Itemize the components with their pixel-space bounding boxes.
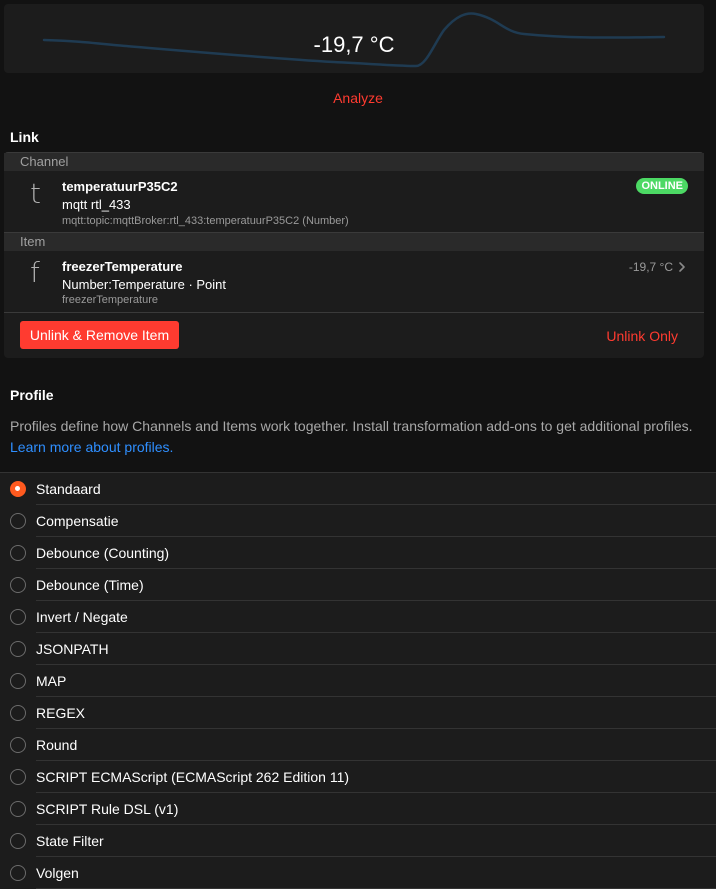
- unlink-remove-item-button[interactable]: Unlink & Remove Item: [20, 321, 179, 349]
- profile-option-label: Compensatie: [36, 513, 119, 529]
- profile-option-label: Invert / Negate: [36, 609, 128, 625]
- item-foot: freezerTemperature: [62, 294, 158, 306]
- profile-option-label: JSONPATH: [36, 641, 109, 657]
- profile-option[interactable]: [0, 569, 716, 601]
- divider: [4, 312, 704, 313]
- channel-letter-icon: t: [30, 177, 41, 210]
- trend-card[interactable]: [4, 4, 704, 73]
- profile-option[interactable]: [0, 729, 716, 761]
- profile-option-label: SCRIPT ECMAScript (ECMAScript 262 Edition 11): [36, 769, 350, 785]
- radio-unchecked-icon[interactable]: [10, 769, 26, 785]
- profile-description: [10, 416, 710, 458]
- profile-option-label: Debounce (Counting): [36, 545, 170, 561]
- profile-option[interactable]: [0, 601, 716, 633]
- profile-option[interactable]: [0, 633, 716, 665]
- profile-option[interactable]: [0, 473, 716, 505]
- item-row[interactable]: [4, 251, 704, 311]
- profile-option[interactable]: [0, 665, 716, 697]
- profile-option-label: Debounce (Time): [36, 577, 144, 593]
- channel-row[interactable]: [4, 171, 704, 231]
- profile-option[interactable]: [0, 505, 716, 537]
- unlink-only-button[interactable]: Unlink Only: [606, 328, 678, 344]
- profile-option-label: Round: [36, 737, 78, 753]
- item-group-header: Item: [4, 233, 704, 251]
- radio-unchecked-icon[interactable]: [10, 705, 26, 721]
- radio-unchecked-icon[interactable]: [10, 609, 26, 625]
- profile-option-label: State Filter: [36, 833, 104, 849]
- profile-option[interactable]: [0, 825, 716, 857]
- profile-option-label: Standaard: [36, 481, 101, 497]
- profile-option[interactable]: [0, 697, 716, 729]
- learn-more-link[interactable]: Learn more about profiles.: [10, 439, 174, 455]
- chevron-right-icon: [676, 261, 688, 273]
- radio-unchecked-icon[interactable]: [10, 577, 26, 593]
- profile-option[interactable]: [0, 793, 716, 825]
- channel-uid: mqtt:topic:mqttBroker:rtl_433:temperatuurP35C2 (Number): [62, 215, 349, 227]
- channel-thing: mqtt rtl_433: [62, 197, 131, 212]
- radio-unchecked-icon[interactable]: [10, 673, 26, 689]
- radio-unchecked-icon[interactable]: [10, 513, 26, 529]
- item-letter-icon: f: [30, 256, 40, 289]
- radio-unchecked-icon[interactable]: [10, 737, 26, 753]
- status-badge: ONLINE: [636, 178, 688, 194]
- radio-checked-icon[interactable]: [10, 481, 26, 497]
- radio-unchecked-icon[interactable]: [10, 641, 26, 657]
- item-state: -19,7 °C: [628, 260, 673, 274]
- profile-option-label: SCRIPT Rule DSL (v1): [36, 801, 179, 817]
- profile-list: [0, 472, 716, 889]
- profile-option-label: REGEX: [36, 705, 86, 721]
- link-card: [4, 152, 704, 358]
- profile-section-title: Profile: [10, 387, 54, 403]
- channel-label: temperatuurP35C2: [62, 179, 178, 194]
- profile-option-label: Volgen: [36, 865, 79, 881]
- profile-option[interactable]: [0, 857, 716, 889]
- profile-option[interactable]: [0, 761, 716, 793]
- channel-group-header: Channel: [4, 153, 704, 171]
- profile-description-text: Profiles define how Channels and Items work together. Install transformation add-ons to get additional profiles.: [10, 418, 693, 434]
- item-type: Number:Temperature · Point: [62, 277, 227, 292]
- radio-unchecked-icon[interactable]: [10, 801, 26, 817]
- profile-option-label: MAP: [36, 673, 67, 689]
- radio-unchecked-icon[interactable]: [10, 545, 26, 561]
- radio-unchecked-icon[interactable]: [10, 865, 26, 881]
- radio-unchecked-icon[interactable]: [10, 833, 26, 849]
- profile-option[interactable]: [0, 537, 716, 569]
- link-section-title: Link: [10, 129, 39, 145]
- trend-value: -19,7 °C: [313, 32, 395, 57]
- analyze-link[interactable]: Analyze: [333, 90, 383, 106]
- item-name: freezerTemperature: [62, 259, 183, 274]
